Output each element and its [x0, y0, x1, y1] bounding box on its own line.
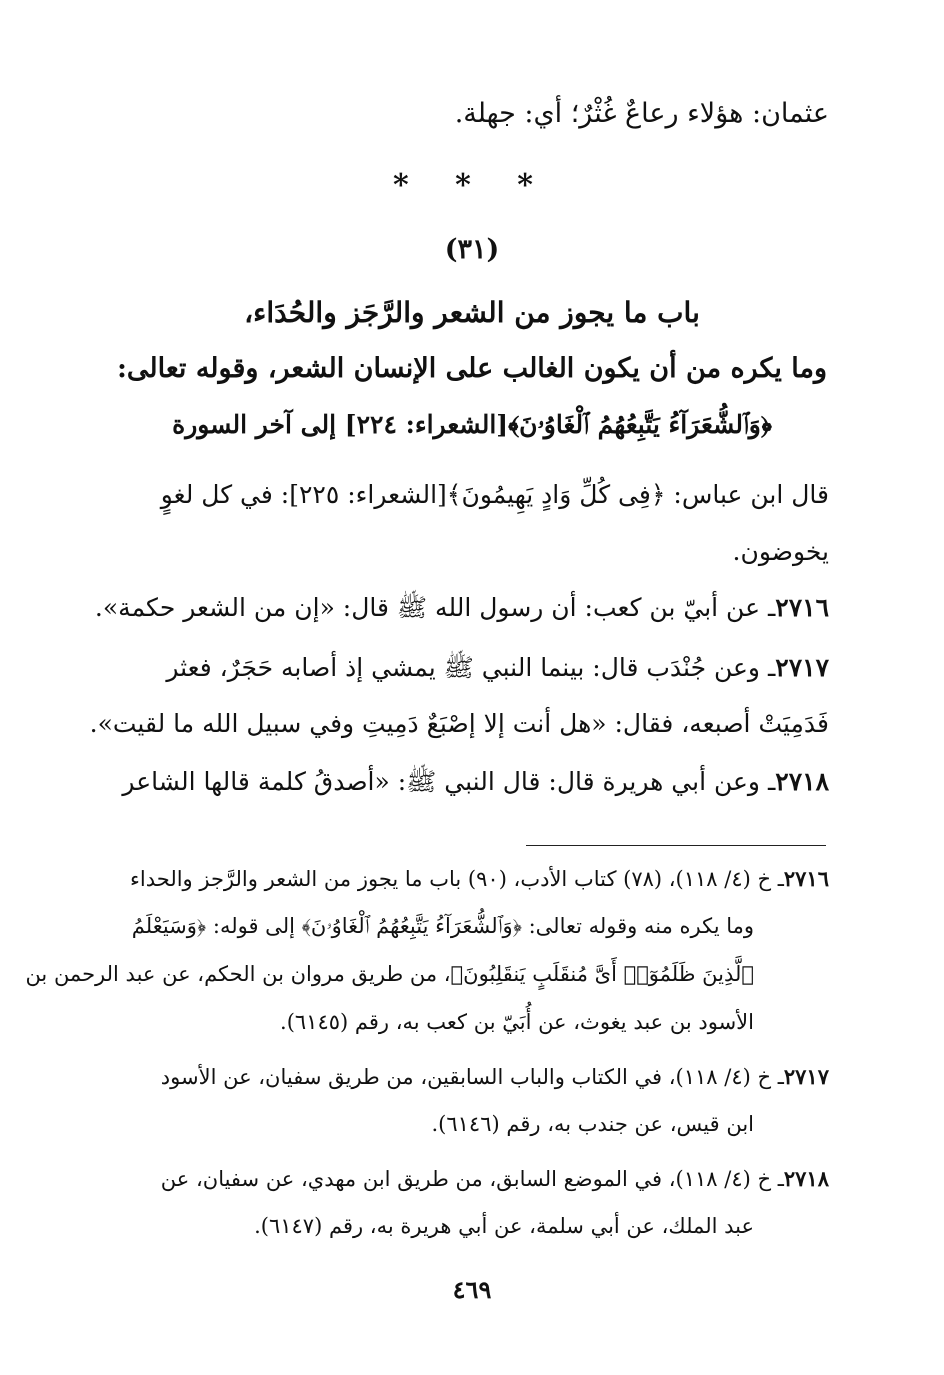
- footnote-2716-line-1: [130, 866, 829, 891]
- chapter-title-line-2: وما يكره من أن يكون الغالب على الإنسان الشعر، وقوله تعالى:: [116, 353, 828, 384]
- hadith-number: ٢٧١٨: [775, 767, 829, 796]
- footnote-number: ٢٧١٦: [783, 866, 829, 891]
- commentary-line-1: قال ابن عباس: ﴿فِى كُلِّ وَادٍ يَهِيمُونَ﴾[الشعراء: ٢٢٥]: في كل لغوٍ: [160, 480, 829, 509]
- hadith-2717: [166, 652, 829, 689]
- footnote-2716-line-4: الأسود بن عبد يغوث، عن أُبَيّ بن كعب به، رقم (٦١٤٥).: [280, 1010, 754, 1034]
- footnote-text: ـ خ (٤/ ١١٨)، في الموضع السابق، من طريق ابن مهدي، عن سفيان، عن: [160, 1167, 784, 1191]
- footnote-2718-line-2: عبد الملك، عن أبي سلمة، عن أبي هريرة به، رقم (٦١٤٧).: [254, 1214, 754, 1238]
- footnote-2717-line-2: ابن قيس، عن جندب به، رقم (٦١٤٦).: [431, 1112, 754, 1136]
- chapter-title-line-3: ﴿وَٱلشُّعَرَآءُ يَتَّبِعُهُمُ ٱلْغَاوُۥنَ﴾[الشعراء: ٢٢٤] إلى آخر السورة: [172, 410, 772, 439]
- chapter-title-line-1: باب ما يجوز من الشعر والرَّجَز والحُدَاء،: [244, 296, 700, 329]
- hadith-text: ـ عن أبيّ بن كعب: أن رسول الله ﷺ قال: «إن من الشعر حكمة».: [94, 593, 776, 622]
- hadith-text: ـ وعن أبي هريرة قال: قال النبي ﷺ: «أصدقُ كلمة قالها الشاعر: [122, 767, 776, 796]
- page-number: ٤٦٩: [452, 1275, 492, 1304]
- hadith-2716: [95, 592, 829, 629]
- footnote-2718-line-1: [161, 1166, 829, 1191]
- commentary-line-2: يخوضون.: [732, 537, 829, 566]
- hadith-2718: [122, 766, 829, 803]
- opening-line: عثمان: هؤلاء رعاعٌ غُثْرٌ؛ أي: جهلة.: [454, 98, 829, 129]
- footnote-number: ٢٧١٨: [783, 1166, 829, 1191]
- hadith-number: ٢٧١٦: [775, 593, 829, 622]
- footnote-2717-line-1: [161, 1064, 829, 1089]
- footnote-text: ـ خ (٤/ ١١٨)، (٧٨) كتاب الأدب، (٩٠) باب ما يجوز من الشعر والرَّجز والحداء: [130, 867, 784, 891]
- footnote-text: ـ خ (٤/ ١١٨)، في الكتاب والباب السابقين، من طريق سفيان، عن الأسود: [160, 1065, 784, 1089]
- hadith-2717-continuation: فَدَمِيَتْ أصبعه، فقال: «هل أنت إلا إصْبَعٌ دَمِيتِ وفي سبيل الله ما لقيت».: [89, 709, 829, 738]
- footnote-2716-line-2: وما يكره منه وقوله تعالى: ﴿وَٱلشُّعَرَآءُ يَتَّبِعُهُمُ ٱلْغَاوُۥنَ﴾ إلى قوله: ﴿وَسَيَعْلَمُ: [131, 914, 754, 938]
- footnote-2716-line-3: ٱلَّذِينَ ظَلَمُوٓا۟ أَىَّ مُنقَلَبٍ يَنقَلِبُونَ﴾، من طريق مروان بن الحكم، عن عبد الرحمن بن: [25, 962, 754, 986]
- hadith-text: ـ وعن جُنْدَب قال: بينما النبي ﷺ يمشي إذ أصابه حَجَرٌ، فعثر: [166, 653, 776, 682]
- footnote-divider: [526, 845, 826, 846]
- chapter-number: (٣١): [444, 234, 500, 265]
- footnote-number: ٢٧١٧: [783, 1064, 829, 1089]
- section-separator: * * *: [393, 168, 551, 203]
- hadith-number: ٢٧١٧: [775, 653, 829, 682]
